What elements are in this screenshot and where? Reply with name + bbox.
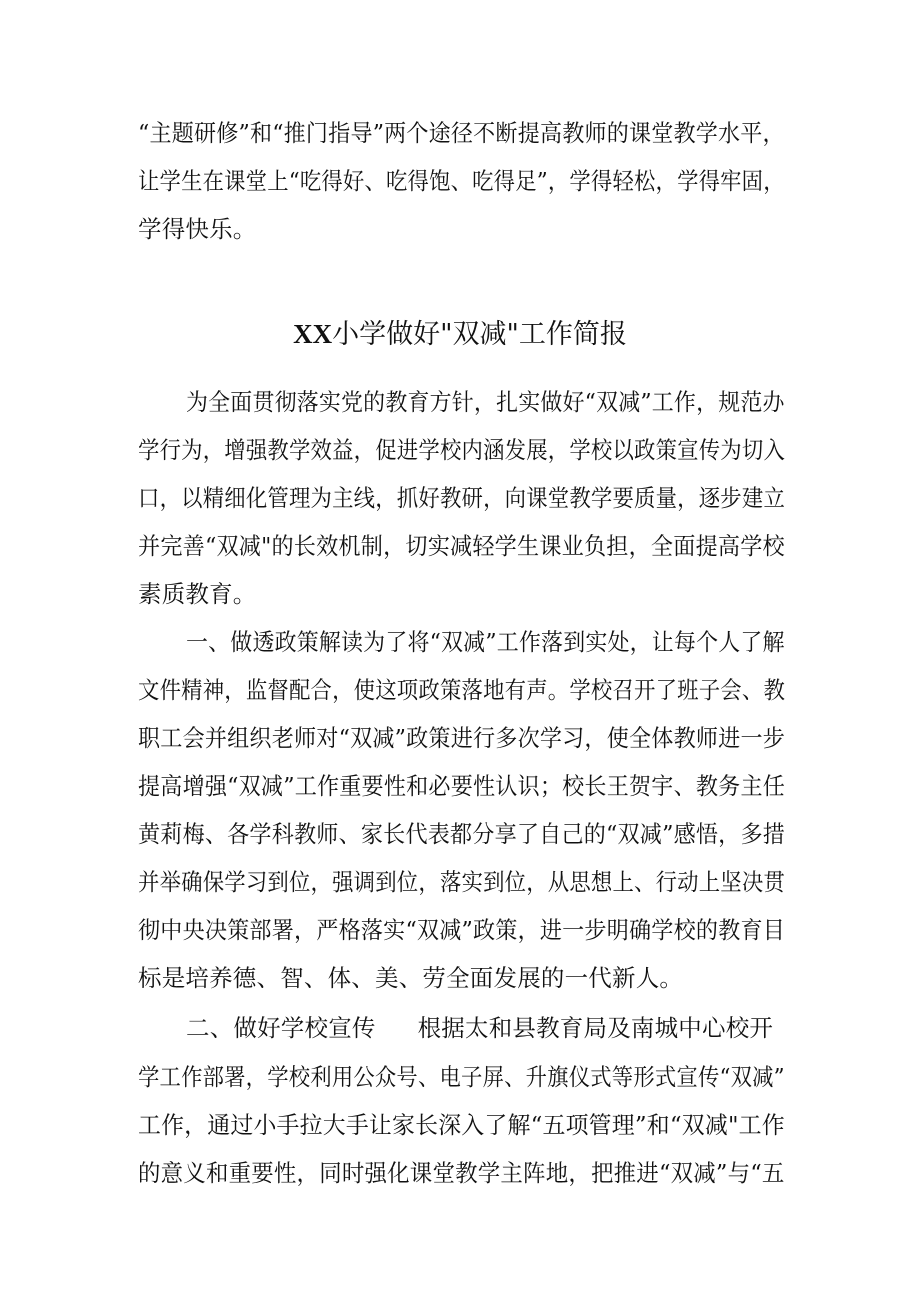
- section1-line-7: 彻中央决策部署，严格落实“双减”政策，进一步明确学校的教育目: [138, 916, 786, 944]
- section2-line-2: 学工作部署，学校利用公众号、电子屏、升旗仪式等形式宣传“双减”: [138, 1063, 785, 1091]
- top-paragraph-line-2: 让学生在课堂上“吃得好、吃得饱、吃得足”，学得轻松，学得牢固，: [138, 167, 785, 195]
- section2-first-line-text: 根据太和县教育局及南城中心校开: [417, 1014, 774, 1042]
- title-prefix: XX: [293, 319, 333, 349]
- section2-line-4: 的意义和重要性，同时强化课堂教学主阵地，把推进“双减”与“五: [138, 1159, 785, 1187]
- section1-line-4: 提高增强“双减”工作重要性和必要性认识；校长王贺宇、教务主任: [138, 772, 786, 800]
- section1-line-3: 职工会并组织老师对“双减”政策进行多次学习，使全体教师进一步: [138, 724, 786, 752]
- section2-first-line: [186, 1013, 773, 1043]
- top-paragraph-line-1: “主题研修”和“推门指导”两个途径不断提高教师的课堂教学水平，: [138, 119, 785, 147]
- section1-line-1: 一、做透政策解读为了将“双减”工作落到实处，让每个人了解: [186, 628, 785, 656]
- intro-line-2: 学行为，增强教学效益，促进学校内涵发展，学校以政策宣传为切入: [138, 436, 786, 464]
- document-title: [0, 317, 920, 352]
- section1-line-8: 标是培养德、智、体、美、劳全面发展的一代新人。: [138, 964, 684, 992]
- section1-line-6: 并举确保学习到位，强调到位，落实到位，从思想上、行动上坚决贯: [138, 868, 786, 896]
- intro-line-1: 为全面贯彻落实党的教育方针，扎实做好“双减”工作，规范办: [186, 388, 785, 416]
- intro-line-3: 口，以精细化管理为主线，抓好教研，向课堂教学要质量，逐步建立: [138, 484, 786, 512]
- section2-heading: 二、做好学校宣传: [186, 1014, 376, 1042]
- section1-line-5: 黄莉梅、各学科教师、家长代表都分享了自己的“双减”感悟，多措: [138, 820, 786, 848]
- section1-line-2: 文件精神，监督配合，使这项政策落地有声。学校召开了班子会、教: [138, 676, 786, 704]
- intro-line-5: 素质教育。: [138, 580, 257, 608]
- title-text: 小学做好"双减"工作简报: [332, 319, 627, 350]
- top-paragraph-line-3: 学得快乐。: [138, 215, 257, 243]
- intro-line-4: 并完善“双减"的长效机制，切实减轻学生课业负担，全面提高学校: [138, 532, 785, 560]
- section2-line-3: 工作，通过小手拉大手让家长深入了解“五项管理”和“双减"工作: [138, 1111, 785, 1139]
